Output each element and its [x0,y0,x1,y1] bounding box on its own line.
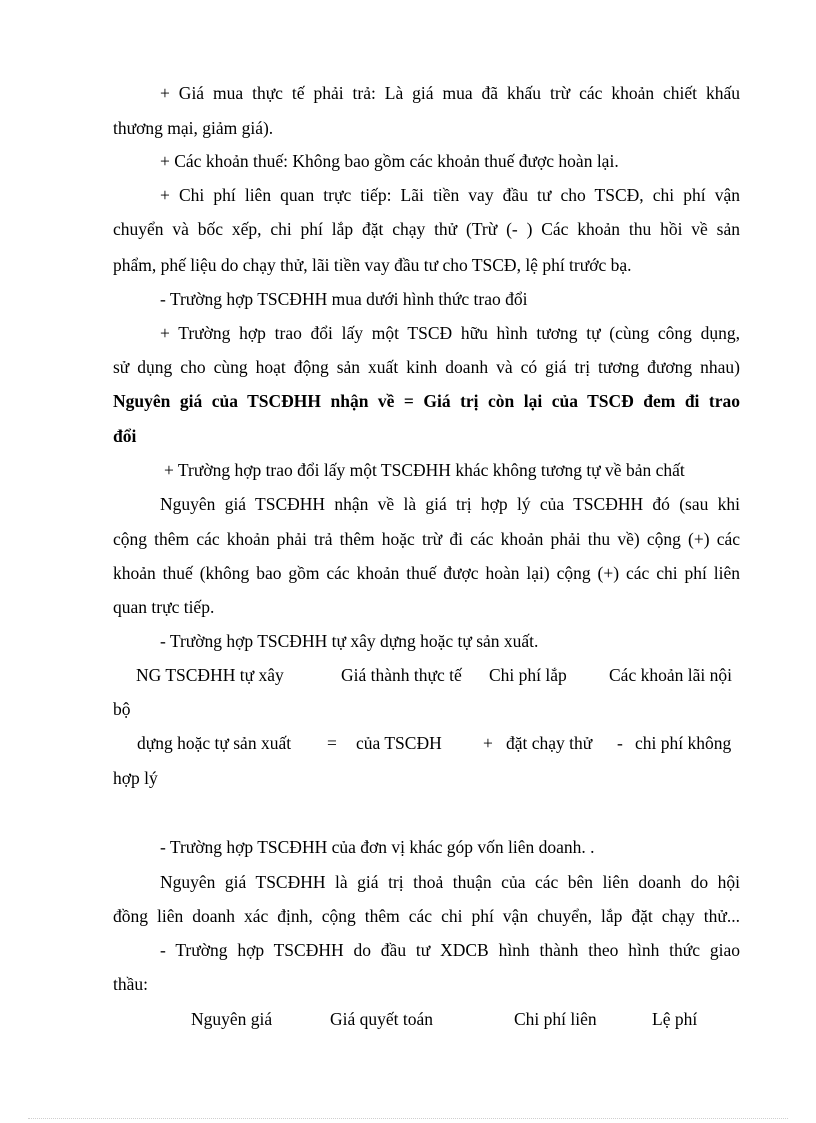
section-heading: - Trường hợp TSCĐHH của đơn vị khác góp vốn liên doanh. . [160,837,595,857]
formula-label: đặt chạy thử [506,733,593,753]
text-line: chuyển và bốc xếp, chi phí lắp đặt chạy thử (Trừ (- ) Các khoản thu hồi về sản [113,219,740,239]
text-line: + Giá mua thực tế phải trả: Là giá mua đã khấu trừ các khoản chiết khấu [160,83,740,103]
text-line: Nguyên giá TSCĐHH nhận về là giá trị hợp lý của TSCĐHH đó (sau khi [160,494,740,514]
text-line: phẩm, phế liệu do chạy thử, lãi tiền vay đầu tư cho TSCĐ, lệ phí trước bạ. [113,255,632,275]
formula-label: Chi phí lắp [489,665,567,685]
text-line: thầu: [113,974,148,994]
page-bottom-divider [28,1118,788,1119]
formula-operator: = [327,733,337,753]
text-line: khoản thuế (không bao gồm các khoản thuế được hoàn lại) cộng (+) các chi phí liên [113,563,740,583]
formula-label: dựng hoặc tự sản xuất [137,733,292,753]
formula-label: chi phí không [635,733,732,753]
section-heading: - Trường hợp TSCĐHH do đầu tư XDCB hình thành theo hình thức giao [160,940,740,960]
formula-label: của TSCĐH [356,733,442,753]
text-line: thương mại, giảm giá). [113,118,274,138]
formula-label: Giá quyết toán [330,1009,434,1029]
text-line: + Các khoản thuế: Không bao gồm các khoản thuế được hoàn lại. [160,151,619,171]
text-line: + Trường hợp trao đổi lấy một TSCĐ hữu hình tương tự (cùng công dụng, [160,323,740,343]
text-line: hợp lý [113,768,158,788]
formula-operator: + [483,733,493,753]
text-line: đồng liên doanh xác định, cộng thêm các chi phí vận chuyển, lắp đặt chạy thử... [113,906,740,926]
text-line: bộ [113,699,131,719]
formula-label: Chi phí liên [514,1009,597,1029]
text-line: + Trường hợp trao đổi lấy một TSCĐHH khác không tương tự về bản chất [164,460,685,480]
section-heading: - Trường hợp TSCĐHH tự xây dựng hoặc tự sản xuất. [160,631,539,651]
text-line: Nguyên giá TSCĐHH là giá trị thoả thuận của các bên liên doanh do hội [160,872,740,892]
formula-label: Giá thành thực tế [341,665,462,685]
formula-label: NG TSCĐHH tự xây [136,665,284,685]
formula-label: Nguyên giá [191,1009,273,1029]
formula-label: Các khoản lãi nội [609,665,732,685]
formula-operator: - [617,733,623,753]
text-line: sử dụng cho cùng hoạt động sản xuất kinh doanh và có giá trị tương đương nhau) [113,357,740,377]
bold-formula-line: đổi [113,426,137,446]
text-line: quan trực tiếp. [113,597,215,617]
section-heading: - Trường hợp TSCĐHH mua dưới hình thức trao đổi [160,289,528,309]
formula-label: Lệ phí [652,1009,698,1029]
text-line: cộng thêm các khoản phải trả thêm hoặc trừ đi các khoản phải thu về) cộng (+) các [113,529,740,549]
text-line: + Chi phí liên quan trực tiếp: Lãi tiền vay đầu tư cho TSCĐ, chi phí vận [160,185,740,205]
bold-formula-line: Nguyên giá của TSCĐHH nhận về = Giá trị còn lại của TSCĐ đem đi trao [113,391,740,411]
